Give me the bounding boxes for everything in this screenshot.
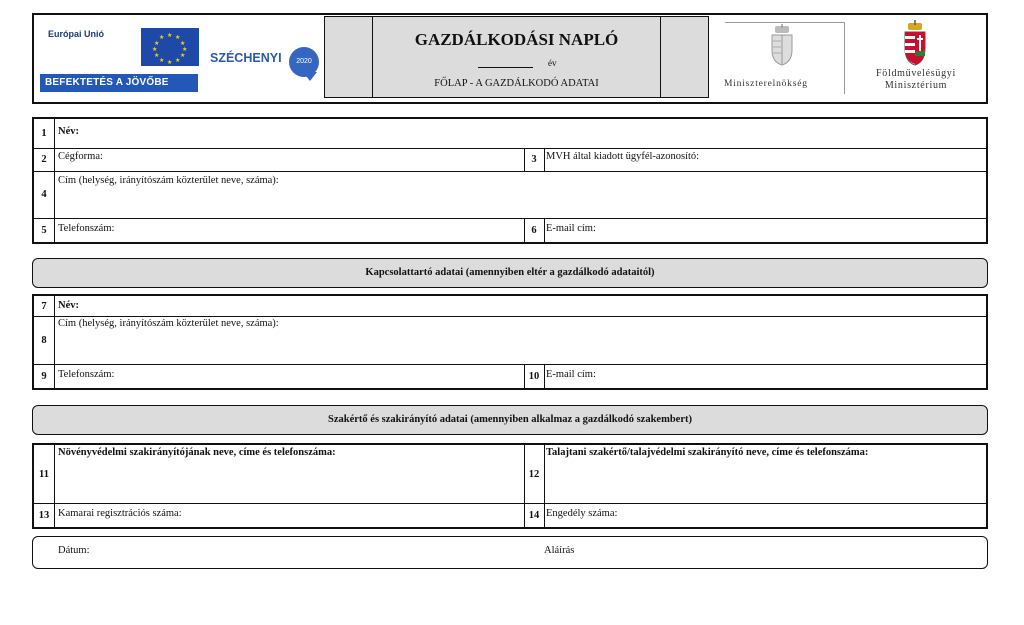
contact-phone-field[interactable]: Telefonszám: xyxy=(58,369,115,380)
field-number: 11 xyxy=(34,445,55,503)
field-number: 6 xyxy=(524,218,545,242)
field-number: 14 xyxy=(524,503,545,527)
row-name xyxy=(34,119,986,149)
field-number: 7 xyxy=(34,296,55,316)
expert-data-table xyxy=(32,443,988,529)
row-company xyxy=(34,148,986,172)
year-label: év xyxy=(548,58,557,68)
contact-section-header: Kapcsolattartó adatai (amennyiben eltér a gazdálkodó adataitól) xyxy=(32,258,988,288)
hungarian-crest-color-icon xyxy=(902,20,928,66)
row-contact-address xyxy=(34,316,986,365)
client-id-field[interactable]: MVH által kiadott ügyfél-azonosító: xyxy=(546,151,700,162)
eu-label: Európai Unió xyxy=(48,29,104,39)
row-contact xyxy=(34,218,986,242)
eu-slogan-banner: BEFEKTETÉS A JÖVŐBE xyxy=(40,74,198,92)
license-number-field[interactable]: Engedély száma: xyxy=(546,508,618,519)
expert-section-header: Szakértő és szakirányító adatai (amennyiben alkalmaz a gazdálkodó szakembert) xyxy=(32,405,988,435)
szechenyi-logo-text: SZÉCHENYI xyxy=(210,51,282,65)
szechenyi-badge-tail xyxy=(303,72,317,81)
row-contact-name xyxy=(34,296,986,317)
row-experts xyxy=(34,445,986,504)
ministry-right-name: Földművelésügyi Minisztérium xyxy=(876,68,956,91)
contact-email-field[interactable]: E-mail cím: xyxy=(546,369,596,380)
field-number: 8 xyxy=(34,316,55,364)
signature-field[interactable]: Aláírás xyxy=(544,545,575,556)
signature-box xyxy=(32,536,988,569)
field-number: 2 xyxy=(34,148,55,171)
contact-name-field[interactable]: Név: xyxy=(58,300,79,311)
field-number: 13 xyxy=(34,503,55,527)
field-number: 5 xyxy=(34,218,55,242)
field-number: 4 xyxy=(34,171,55,218)
plant-protection-advisor-field[interactable]: Növényvédelmi szakirányítójának neve, címe és telefonszáma: xyxy=(58,447,336,458)
soil-expert-field[interactable]: Talajtani szakértő/talajvédelmi szakirányító neve, címe és telefonszáma: xyxy=(546,447,869,458)
phone-field[interactable]: Telefonszám: xyxy=(58,223,115,234)
contact-data-table xyxy=(32,294,988,390)
eu-flag-icon: ★ ★ ★ ★ ★ ★ ★ ★ ★ ★ ★ ★ xyxy=(141,28,199,66)
szechenyi-2020-badge-icon: 2020 xyxy=(289,47,319,77)
contact-address-field[interactable]: Cím (helység, irányítószám közterület neve, száma): xyxy=(58,318,279,329)
row-registration xyxy=(34,503,986,527)
field-number: 9 xyxy=(34,364,55,388)
ministry-left-name: Miniszterelnökség xyxy=(724,79,808,89)
name-field[interactable]: Név: xyxy=(58,126,79,137)
field-number: 12 xyxy=(524,445,545,503)
email-field[interactable]: E-mail cím: xyxy=(546,223,596,234)
chamber-registration-field[interactable]: Kamarai regisztrációs száma: xyxy=(58,508,182,519)
page-subtitle: FŐLAP - A GAZDÁLKODÓ ADATAI xyxy=(434,78,599,89)
field-number: 10 xyxy=(524,364,545,388)
address-field[interactable]: Cím (helység, irányítószám közterület neve, száma): xyxy=(58,175,279,186)
field-number: 1 xyxy=(34,119,55,148)
company-form-field[interactable]: Cégforma: xyxy=(58,151,103,162)
row-address xyxy=(34,171,986,219)
hungarian-crest-grey-icon xyxy=(769,24,795,66)
field-number: 3 xyxy=(524,148,545,171)
year-field-line[interactable] xyxy=(478,67,533,68)
page-title: GAZDÁLKODÁSI NAPLÓ xyxy=(414,30,619,49)
date-field[interactable]: Dátum: xyxy=(58,545,90,556)
row-contact-phone-email xyxy=(34,364,986,388)
farmer-data-table xyxy=(32,117,988,244)
